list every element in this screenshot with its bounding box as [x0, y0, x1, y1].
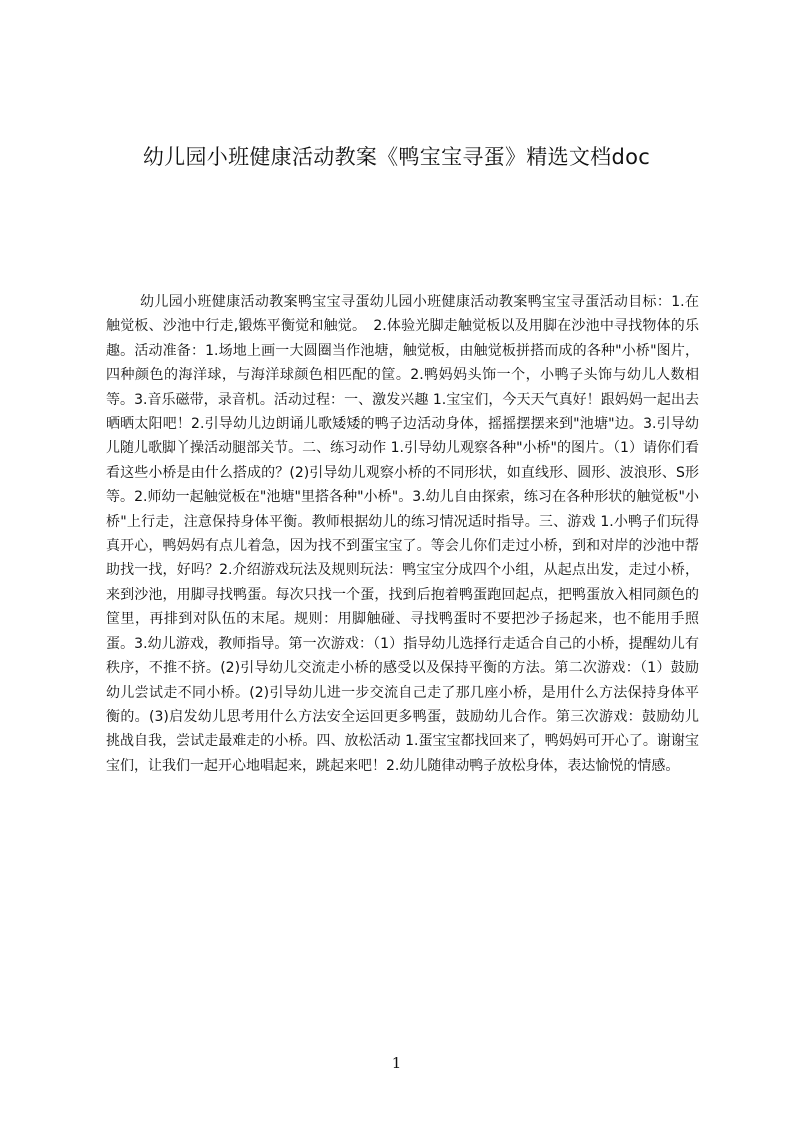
document-body	[106, 290, 699, 880]
page-number: 1	[391, 1054, 402, 1072]
body-paragraph: 幼儿园小班健康活动教案鸭宝宝寻蛋幼儿园小班健康活动教案鸭宝宝寻蛋活动目标：1.在触觉板、沙池中行走,锻炼平衡觉和触觉。 2.体验光脚走触觉板以及用脚在沙池中寻找物体的乐趣。活动准备：1.场地上画一大圆圈当作池塘，触觉板，由触觉板拼搭而成的各种"小桥"图片，四种颜色的海洋球，与海洋球颜色相匹配的筐。2.鸭妈妈头饰一个，小鸭子头饰与幼儿人数相等。3.音乐磁带，录音机。活动过程：一、激发兴趣 1.宝宝们，今天天气真好！跟妈妈一起出去晒晒太阳吧！2.引导幼儿边朗诵儿歌矮矮的鸭子边活动身体，摇摇摆摆来到"池塘"边。3.引导幼儿随儿歌脚丫操活动腿部关节。二、练习动作 1.引导幼儿观察各种"小桥"的图片。（1）请你们看看这些小桥是由什么搭成的？(2)引导幼儿观察小桥的不同形状，如直线形、圆形、波浪形、S形等。2.师幼一起触觉板在"池塘"里搭各种"小桥"。3.幼儿自由探索，练习在各种形状的触觉板"小桥"上行走，注意保持身体平衡。教师根据幼儿的练习情况适时指导。三、游戏 1.小鸭子们玩得真开心，鸭妈妈有点儿着急，因为找不到蛋宝宝了。等会儿你们走过小桥，到和对岸的沙池中帮助找一找，好吗？2.介绍游戏玩法及规则玩法：鸭宝宝分成四个小组，从起点出发，走过小桥，来到沙池，用脚寻找鸭蛋。每次只找一个蛋，找到后抱着鸭蛋跑回起点，把鸭蛋放入相同颜色的筐里，再排到对队伍的末尾。规则：用脚触碰、寻找鸭蛋时不要把沙子扬起来，也不能用手照蛋。3.幼儿游戏，教师指导。第一次游戏：（1）指导幼儿选择行走适合自己的小桥，提醒幼儿有秩序，不推不挤。(2)引导幼儿交流走小桥的感受以及保持平衡的方法。第二次游戏：（1）鼓励幼儿尝试走不同小桥。(2)引导幼儿进一步交流自己走了那几座小桥，是用什么方法保持身体平衡的。(3)启发幼儿思考用什么方法安全运回更多鸭蛋，鼓励幼儿合作。第三次游戏：鼓励幼儿挑战自我，尝试走最难走的小桥。四、放松活动 1.蛋宝宝都找回来了，鸭妈妈可开心了。谢谢宝宝们，让我们一起开心地唱起来，跳起来吧！2.幼儿随律动鸭子放松身体，表达愉悦的情感。	[106, 294, 699, 774]
document-title: 幼儿园小班健康活动教案《鸭宝宝寻蛋》精选文档doc	[142, 145, 651, 169]
